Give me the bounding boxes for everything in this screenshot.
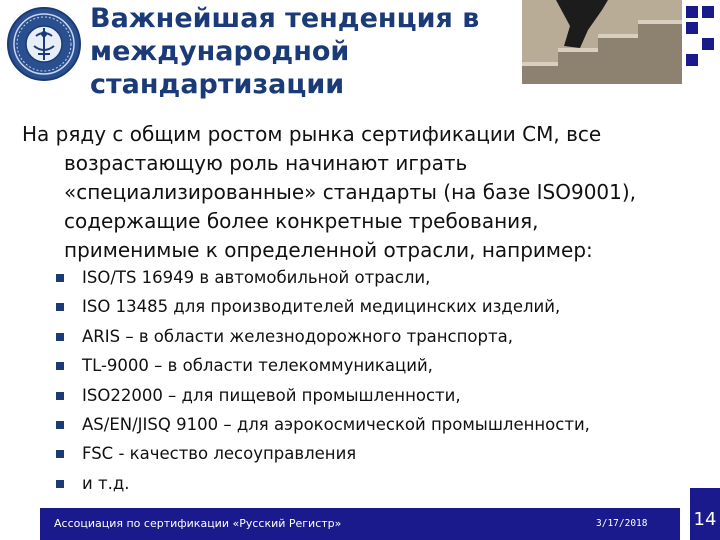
list-item xyxy=(56,292,696,321)
list-item xyxy=(56,410,696,439)
intro-line: «специализированные» стандарты (на базе ISO9001), xyxy=(64,180,637,204)
bullet-square-icon xyxy=(56,274,64,282)
list-item-text: ARIS – в области железнодорожного транспорта, xyxy=(82,326,513,346)
bullet-square-icon xyxy=(56,450,64,458)
list-item xyxy=(56,381,696,410)
bullet-square-icon xyxy=(56,421,64,429)
page-number-box xyxy=(690,488,720,540)
bullet-square-icon xyxy=(56,362,64,370)
intro-line: применимые к определенной отрасли, например: xyxy=(64,238,593,262)
list-item xyxy=(56,469,696,498)
list-item-text: AS/EN/JISQ 9100 – для аэрокосмической промышленности, xyxy=(82,414,590,434)
bullet-square-icon xyxy=(56,303,64,311)
list-item-text: FSC - качество лесоуправления xyxy=(82,444,357,464)
footer-association: Ассоциация по сертификации «Русский Регистр» xyxy=(54,517,342,530)
intro-line: содержащие более конкретные требования, xyxy=(64,209,539,233)
bullet-square-icon xyxy=(56,392,64,400)
list-item-text: ISO22000 – для пищевой промышленности, xyxy=(82,385,461,405)
list-item-text: и т.д. xyxy=(82,473,130,493)
russian-register-logo-icon xyxy=(6,6,82,82)
intro-line: возрастающую роль начинают играть xyxy=(64,151,468,175)
list-item xyxy=(56,351,696,380)
list-item-text: ISO/TS 16949 в автомобильной отрасли, xyxy=(82,268,431,287)
intro-line: На ряду с общим ростом рынка сертификации СМ, все xyxy=(22,122,602,146)
slide-title xyxy=(90,2,510,101)
slide-title-line: международной xyxy=(90,36,350,67)
list-item-text: ISO 13485 для производителей медицинских изделий, xyxy=(82,297,561,317)
stairs-photo-image xyxy=(518,0,720,84)
standards-list xyxy=(56,263,696,498)
bullet-square-icon xyxy=(56,333,64,341)
list-item xyxy=(56,322,696,351)
list-item-text: TL-9000 – в области телекоммуникаций, xyxy=(82,356,433,376)
slide-title-line: стандартизации xyxy=(90,69,345,100)
slide-title-line: Важнейшая тенденция в xyxy=(90,3,480,34)
footer-date: 3/17/2018 xyxy=(596,518,648,529)
intro-paragraph xyxy=(22,120,712,265)
list-item xyxy=(56,263,696,292)
page-number: 14 xyxy=(693,509,717,530)
list-item xyxy=(56,439,696,468)
bullet-square-icon xyxy=(56,480,64,488)
footer-bar xyxy=(40,508,680,540)
